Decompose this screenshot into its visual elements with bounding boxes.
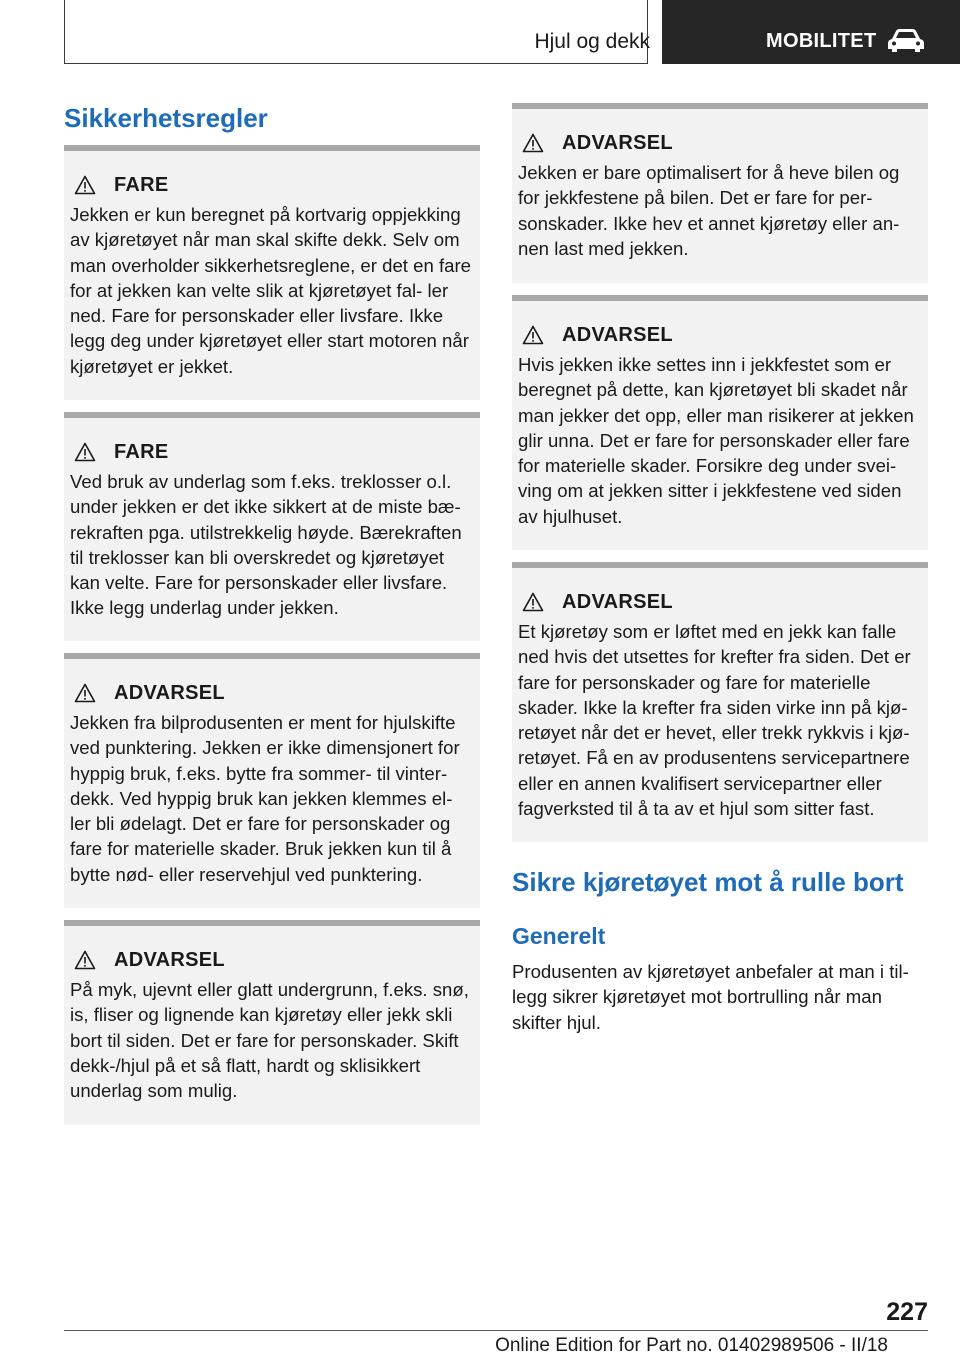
warning-text: Jekken er bare optimalisert for å heve bilen og for jekkfestene på bilen. Det er fare for per- sonskader. Ikke hev et annet kjøretøy eller an- nen last med jekken. bbox=[518, 162, 900, 259]
page-title: Sikkerhetsregler bbox=[64, 103, 268, 133]
warning-triangle-icon bbox=[522, 592, 544, 612]
warning-text: Jekken fra bilprodusenten er ment for hjulskifte ved punktering. Jekken er ikke dimensjonert for hyppig bruk, f.eks. bytte fra sommer- til vinter- dekk. Ved hyppig bruk kan jekken klemmes el- ler bli ødelagt. Det er fare for personskader og fare for materielle skader. Bruk jekken kun til å bytte nød- eller reservehjul ved punktering. bbox=[70, 712, 460, 885]
warning-header bbox=[72, 173, 169, 197]
warning-title: ADVARSEL bbox=[562, 590, 673, 613]
header-section-title: Hjul og dekk bbox=[534, 30, 650, 53]
warning-title: ADVARSEL bbox=[114, 948, 225, 971]
warning-title: ADVARSEL bbox=[114, 681, 225, 704]
warning-box bbox=[512, 562, 928, 842]
warning-header bbox=[72, 440, 169, 464]
warning-header bbox=[72, 681, 225, 705]
warning-header bbox=[72, 948, 225, 972]
warning-text: Hvis jekken ikke settes inn i jekkfestet som er beregnet på dette, kan kjøretøyet bli skadet når man jekker det opp, eller man risikerer at jekken glir unna. Det er fare for personskader eller fare for materielle skader. Forsikre deg under svei- ving om at jekken sitter i jekkfestene ved siden av hjulhuset. bbox=[518, 354, 914, 527]
warning-triangle-icon bbox=[522, 325, 544, 345]
header-chapter-label: MOBILITET bbox=[766, 30, 877, 52]
body-paragraph: Produsenten av kjøretøyet anbefaler at man i til- legg sikrer kjøretøyet mot bortrulling når man skifter hjul. bbox=[512, 961, 909, 1033]
warning-triangle-icon bbox=[522, 133, 544, 153]
page-number: 227 bbox=[886, 1298, 928, 1326]
warning-title: ADVARSEL bbox=[562, 323, 673, 346]
warning-triangle-icon bbox=[74, 442, 96, 462]
warning-text: Ved bruk av underlag som f.eks. treklosser o.l. under jekken er det ikke sikkert at de miste bæ- rekraften pga. utilstrekkelig høyde. Bærekraften til treklosser kan bli overskredet og kjøretøyet kan velte. Fare for personskader eller livsfare. Ikke legg underlag under jekken. bbox=[70, 471, 462, 619]
warning-triangle-icon bbox=[74, 175, 96, 195]
warning-triangle-icon bbox=[74, 683, 96, 703]
warning-title: ADVARSEL bbox=[562, 131, 673, 154]
warning-box bbox=[64, 653, 480, 908]
warning-box bbox=[64, 145, 480, 400]
warning-header bbox=[520, 131, 673, 155]
footer-edition-text: Online Edition for Part no. 01402989506 - II/18 bbox=[495, 1335, 888, 1356]
warning-text: Et kjøretøy som er løftet med en jekk kan falle ned hvis det utsettes for krefter fra siden. Det er fare for personskader og fare for materielle skader. Ikke la krefter fra siden virke inn på kjø- retøyet når det er hevet, eller trekk rykkvis i kjø- retøyet. Få en av produsentens servicepartnere eller en annen kvalifisert servicepartner eller fagverksted til å ta av et hjul som sitter fast. bbox=[518, 621, 911, 820]
warning-header bbox=[520, 590, 673, 614]
car-icon bbox=[886, 28, 926, 54]
header-chapter-tab bbox=[662, 0, 960, 64]
section-heading: Sikre kjøretøyet mot å rulle bort bbox=[512, 867, 904, 897]
warning-triangle-icon bbox=[74, 950, 96, 970]
warning-box bbox=[512, 103, 928, 283]
footer-divider bbox=[64, 1330, 928, 1331]
warning-box bbox=[512, 295, 928, 550]
subheading: Generelt bbox=[512, 923, 606, 949]
warning-text: Jekken er kun beregnet på kortvarig oppjekking av kjøretøyet når man skal skifte dekk. Selv om man overholder sikkerhetsreglene, er det en fare for at jekken kan velte slik at kjøretøyet fal- ler ned. Fare for personskader eller livsfare. Ikke legg deg under kjøretøyet eller start motoren når kjøretøyet er jekket. bbox=[70, 204, 472, 377]
warning-header bbox=[520, 323, 673, 347]
warning-box bbox=[64, 412, 480, 641]
warning-text: På myk, ujevnt eller glatt undergrunn, f.eks. snø, is, fliser og lignende kan kjøretøy eller jekk skli bort til siden. Det er fare for personskader. Skift dekk-/hjul på et så flatt, hardt og sklisikkert underlag som mulig. bbox=[70, 979, 469, 1102]
warning-title: FARE bbox=[114, 440, 169, 463]
warning-box bbox=[64, 920, 480, 1125]
warning-title: FARE bbox=[114, 173, 169, 196]
